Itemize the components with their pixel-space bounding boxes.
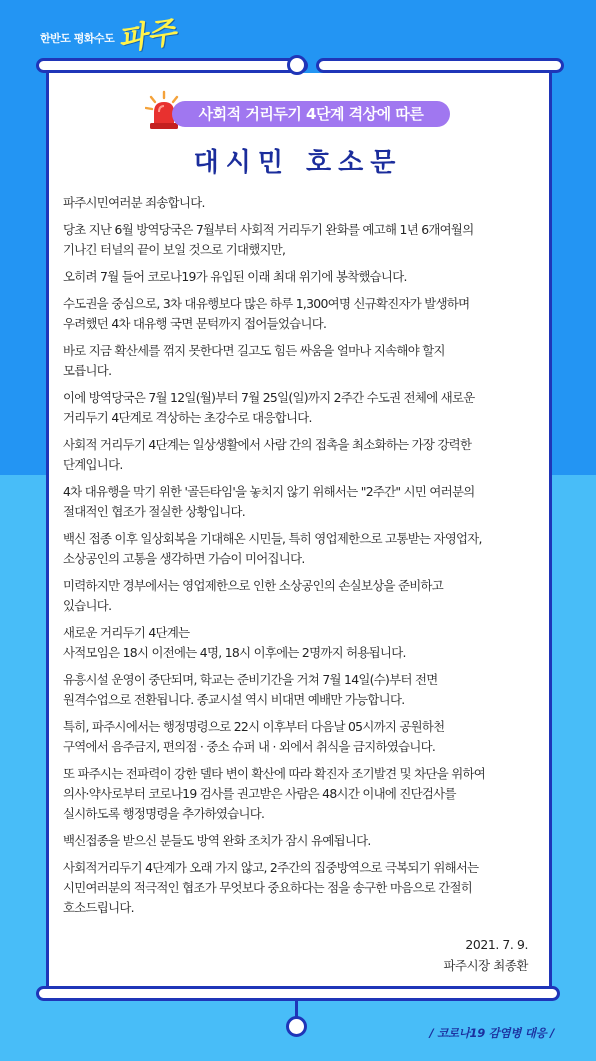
- paragraph: 파주시민여러분 죄송합니다.: [63, 195, 205, 210]
- page-title: 대시민 호소문: [193, 148, 403, 178]
- paragraph: 사회적 거리두기 4단계는 일상생활에서 사람 간의 접촉을 최소화하는 가장 강력한 단계입니다.: [63, 437, 472, 472]
- paragraph: 사회적거리두기 4단계가 오래 가지 않고, 2주간의 집중방역으로 극복되기 위해서는 시민여러분의 적극적인 협조가 무엇보다 중요하다는 점을 송구한 마음으로 간절히 호소드립니다.: [63, 860, 479, 915]
- paragraph: 바로 지금 확산세를 꺾지 못한다면 길고도 힘든 싸움을 얼마나 지속해야 할지 모릅니다.: [63, 343, 445, 378]
- paragraph: 수도권을 중심으로, 3차 대유행보다 많은 하루 1,300여명 신규확진자가 발생하며 우려했던 4차 대유행 국면 문턱까지 접어들었습니다.: [63, 296, 470, 331]
- footer-tag: / 코로나19 감염병 대응 /: [429, 1026, 554, 1040]
- paragraph: 오히려 7월 들어 코로나19가 유입된 이래 최대 위기에 봉착했습니다.: [63, 269, 407, 284]
- paragraph: 백신 접종 이후 일상회복을 기대해온 시민들, 특히 영업제한으로 고통받는 자영업자, 소상공인의 고통을 생각하면 가슴이 미어집니다.: [63, 531, 482, 566]
- scroll-rod-left: [36, 58, 308, 73]
- paragraph: 특히, 파주시에서는 행정명령으로 22시 이후부터 다음날 05시까지 공원하천 구역에서 음주금지, 편의점 · 중소 슈퍼 내 · 외에서 취식을 금지하였습니다.: [63, 719, 445, 754]
- paragraph: 미력하지만 경부에서는 영업제한으로 인한 소상공인의 손실보상을 준비하고 있습니다.: [63, 578, 444, 613]
- scroll-knob-top: [287, 55, 307, 75]
- subtitle-banner: 사회적 거리두기 4단계 격상에 따른: [172, 101, 450, 127]
- paragraph: 백신접종을 받으신 분들도 방역 완화 조치가 잠시 유예됩니다.: [63, 833, 371, 848]
- brand: [40, 12, 179, 58]
- brand-slogan: 한반도 평화수도: [40, 32, 115, 45]
- scroll-rod-right: [316, 58, 564, 73]
- paragraph: 당초 지난 6월 방역당국은 7월부터 사회적 거리두기 완화를 예고해 1년 6개여월의 기나긴 터널의 끝이 보일 것으로 기대했지만,: [63, 222, 474, 257]
- paragraph: 또 파주시는 전파력이 강한 델타 변이 확산에 따라 확진자 조기발견 및 차단을 위하여 의사·약사로부터 코로나19 검사를 권고받은 사람은 48시간 이내에 진단검사를 실시하도록 행정명령을 추가하였습니다.: [63, 766, 486, 821]
- brand-logo: 파주: [115, 15, 179, 58]
- paragraph: 4차 대유행을 막기 위한 '골든타임'을 놓치지 않기 위해서는 "2주간" 시민 여러분의 절대적인 협조가 절실한 상황입니다.: [63, 484, 475, 519]
- paragraph: 유흥시설 운영이 중단되며, 학교는 준비기간을 거쳐 7월 14일(수)부터 전면 원격수업으로 전환됩니다. 종교시설 역시 비대면 예배만 가능합니다.: [63, 672, 438, 707]
- signature-name: 파주시장 최종환: [443, 958, 528, 973]
- scroll-rod-bottom: [36, 986, 560, 1001]
- signature-date: 2021. 7. 9.: [465, 937, 528, 952]
- scroll-knob-bottom: [286, 1016, 307, 1037]
- letter-body: [63, 193, 533, 925]
- signature: [443, 934, 528, 976]
- paragraph: 이에 방역당국은 7월 12일(월)부터 7월 25일(일)까지 2주간 수도권 전체에 새로운 거리두기 4단계로 격상하는 초강수로 대응합니다.: [63, 390, 475, 425]
- paragraph: 새로운 거리두기 4단계는 사적모임은 18시 이전에는 4명, 18시 이후에는 2명까지 허용됩니다.: [63, 625, 406, 660]
